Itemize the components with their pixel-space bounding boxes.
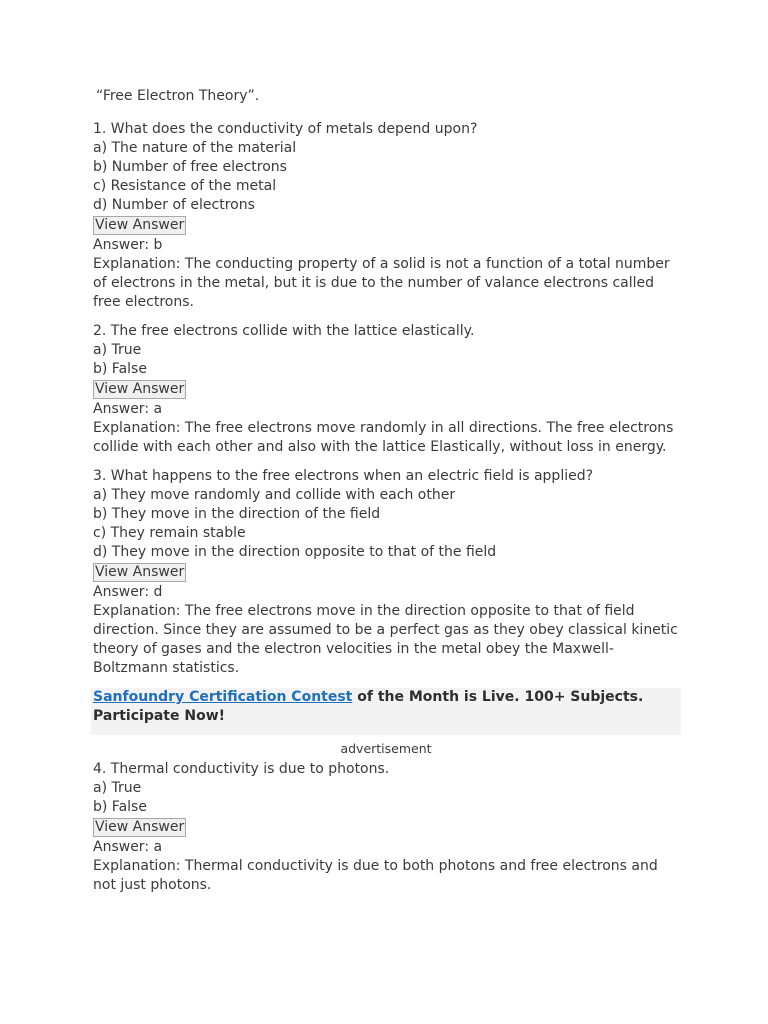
option-b: b) They move in the direction of the field xyxy=(93,506,381,522)
view-answer-button[interactable]: View Answer xyxy=(95,217,185,233)
option-a: a) They move randomly and collide with each other xyxy=(93,487,456,503)
explanation-text: Explanation: Thermal conductivity is due to both photons and free electrons and not just photons. xyxy=(93,858,658,893)
option-d: d) Number of electrons xyxy=(93,197,255,213)
question-text: 2. The free electrons collide with the lattice elastically. xyxy=(93,323,475,339)
option-b: b) False xyxy=(93,799,147,815)
answer-text: Answer: a xyxy=(93,839,163,855)
option-b: b) False xyxy=(93,361,147,377)
option-a: a) The nature of the material xyxy=(93,140,297,156)
page-intro: “Free Electron Theory”. xyxy=(96,88,260,104)
option-c: c) Resistance of the metal xyxy=(93,178,277,194)
promo-banner xyxy=(91,688,681,735)
question-block xyxy=(93,760,679,895)
question-block xyxy=(93,120,679,312)
answer-text: Answer: b xyxy=(93,237,163,253)
question-text: 3. What happens to the free electrons when an electric field is applied? xyxy=(93,468,594,484)
certification-contest-link[interactable]: Sanfoundry Certification Contest xyxy=(93,689,353,705)
promo-text: of the Month is Live. 100+ Subjects. Participate Now! xyxy=(93,689,644,724)
view-answer-button[interactable]: View Answer xyxy=(95,819,185,835)
explanation-text: Explanation: The free electrons move randomly in all directions. The free electrons collide with each other and also with the lattice Elastically, without loss in energy. xyxy=(93,420,674,455)
question-block xyxy=(93,322,679,457)
option-a: a) True xyxy=(93,342,142,358)
explanation-text: Explanation: The conducting property of a solid is not a function of a total number of electrons in the metal, but it is due to the number of valance electrons called free electrons. xyxy=(93,256,670,310)
explanation-text: Explanation: The free electrons move in the direction opposite to that of field direction. Since they are assumed to be a perfect gas as they obey classical kinetic theory of gases and the electron velocities in the metal obey the Maxwell-Boltzmann statistics. xyxy=(93,603,678,676)
question-text: 1. What does the conductivity of metals depend upon? xyxy=(93,121,478,137)
advertisement-label: advertisement xyxy=(340,741,432,756)
option-c: c) They remain stable xyxy=(93,525,246,541)
option-d: d) They move in the direction opposite to that of the field xyxy=(93,544,497,560)
quiz-page xyxy=(93,86,679,905)
view-answer-button[interactable]: View Answer xyxy=(95,381,185,397)
answer-text: Answer: d xyxy=(93,584,163,600)
view-answer-button[interactable]: View Answer xyxy=(95,564,185,580)
answer-text: Answer: a xyxy=(93,401,163,417)
option-a: a) True xyxy=(93,780,142,796)
question-block xyxy=(93,467,679,678)
option-b: b) Number of free electrons xyxy=(93,159,287,175)
question-text: 4. Thermal conductivity is due to photons. xyxy=(93,761,390,777)
